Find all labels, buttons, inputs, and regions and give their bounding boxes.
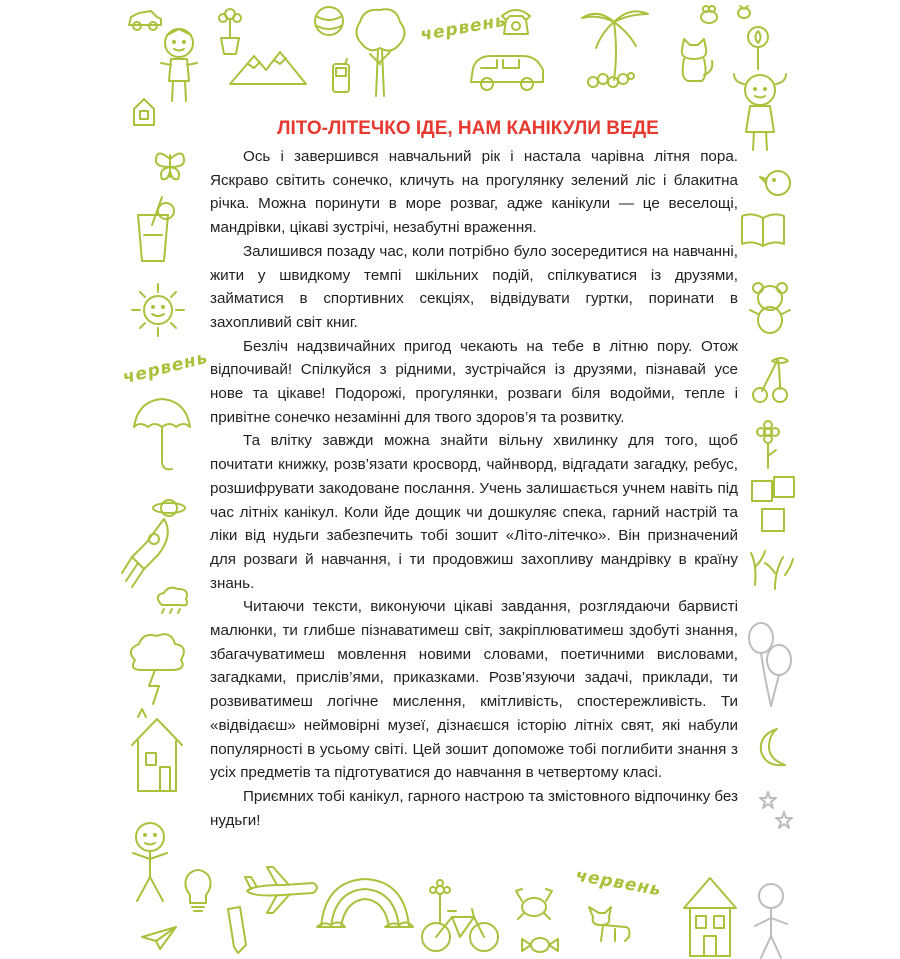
- cubes-icon: [748, 475, 798, 535]
- cat-icon: [672, 35, 714, 83]
- lollipop-icon: [745, 25, 771, 71]
- plane-icon: [243, 865, 323, 915]
- butterfly-icon: [150, 145, 190, 185]
- book-icon: [738, 210, 788, 252]
- paper-plane-icon: [140, 925, 178, 951]
- ball-icon: [312, 4, 346, 38]
- rain-cloud-icon: [152, 585, 192, 615]
- crab-icon: [512, 885, 556, 921]
- balloons-icon: [745, 620, 795, 710]
- storm-cloud-icon: [125, 630, 191, 710]
- rocket-icon: [118, 515, 178, 595]
- house-icon: [128, 705, 186, 795]
- bicycle-icon: [420, 905, 500, 955]
- decor-word-top: червень: [418, 10, 509, 46]
- paragraph: Читаючи тексти, виконуючи цікаві завдання, розглядаючи барвисті малюнки, ти глибше пізнаватимеш світ, закріплюватимеш здобуті знання, збагачуватимеш мовлення новими словами, поетичними висловами, загадками, прислів’ями, приказками. Розв’язуючи задачі, приклади, ти розвиватимеш логічне мислення, кмітливість, спостережливість. Ти «відвідаєш» неймовірні музеї, дізнаєшся історію літніх свят, які набули популярності в усьому світі. Цей зошит допоможе тобі поглибити знання з усіх предметів та підготуватися до навчання в четвертому класі.: [210, 598, 738, 782]
- bus-icon: [467, 50, 547, 96]
- lightbulb-icon: [180, 865, 216, 917]
- umbrella-icon: [130, 395, 192, 475]
- tree-icon: [350, 4, 410, 99]
- stars-icon: [758, 790, 794, 834]
- decor-word-bottom: червень: [573, 865, 664, 901]
- paragraph: Та влітку завжди можна знайти вільну хвилинку для того, щоб почитати книжку, розв’язати кросворд, чайнворд, відгадати загадку, ребус, розшифрувати закодоване послання. Учень залишається учнем навіть під час літніх канікул. Коли йде дощик чи дошкуляє спека, гарний настрій та ліки від нудьги забезпечить тобі зошит «Літо-літечко». Він призначений для розваги й навчання, і ти продовжиш захопливу мандрівку в країну знань.: [210, 432, 738, 592]
- house-icon: [680, 872, 740, 957]
- dog-icon: [585, 905, 633, 945]
- house-icon: [130, 95, 158, 127]
- rainbow-icon: [315, 875, 415, 933]
- cherries-icon: [748, 355, 792, 405]
- decor-word-left: червень: [120, 347, 211, 389]
- paragraph: Безліч надзвичайних пригод чекають на тебе в літню пору. Отож відпочивай! Спілкуйся з рідними, зустрічайся із друзями, пізнавай усе нове та цікаве! Подорожі, прогулянки, розваги біля водойми, тепле і привітне сонечко незамінні для твого здоров’я та розвитку.: [210, 337, 738, 426]
- caterpillar-icon: [585, 70, 635, 90]
- mobile-phone-icon: [330, 58, 352, 94]
- teddy-bear-icon: [748, 280, 792, 336]
- moon-icon: [755, 725, 789, 769]
- person-icon: [745, 880, 795, 959]
- sun-icon: [128, 280, 188, 340]
- paragraph: Залишився позаду час, коли потрібно було зосередитися на навчанні, жити у швидкому темпі шкільних подій, спілкуватися із друзями, займатися в спортивних секціях, відвідувати гуртки, поринати в захопливий світ книг.: [210, 242, 738, 331]
- person-icon: [125, 815, 175, 905]
- boy-icon: [157, 25, 202, 105]
- sprouts-icon: [745, 545, 795, 595]
- bird-icon: [760, 165, 796, 199]
- bee-icon: [698, 4, 720, 26]
- body-text: [210, 145, 738, 832]
- flower-icon: [752, 420, 784, 470]
- paragraph: Приємних тобі канікул, гарного настрою та змістовного відпочинку без нудьги!: [210, 787, 738, 829]
- juice-icon: [128, 195, 178, 265]
- paragraph: Ось і завершився навчальний рік і настала чарівна літня пора. Яскраво світить сонечко, кличуть на прогулянку зелений ліс і блакитна річка. Можна поринути в море розваг, адже канікули — це веселощі, мандрівки, цікаві зустрічі, незабутні враження.: [210, 148, 738, 237]
- page-title: ЛІТО-ЛІТЕЧКО ІДЕ, НАМ КАНІКУЛИ ВЕДЕ: [277, 118, 659, 139]
- bee-icon: [735, 2, 753, 20]
- girl-icon: [730, 68, 790, 153]
- candy-icon: [520, 935, 560, 955]
- phone-icon: [498, 2, 534, 38]
- mountains-icon: [228, 48, 308, 86]
